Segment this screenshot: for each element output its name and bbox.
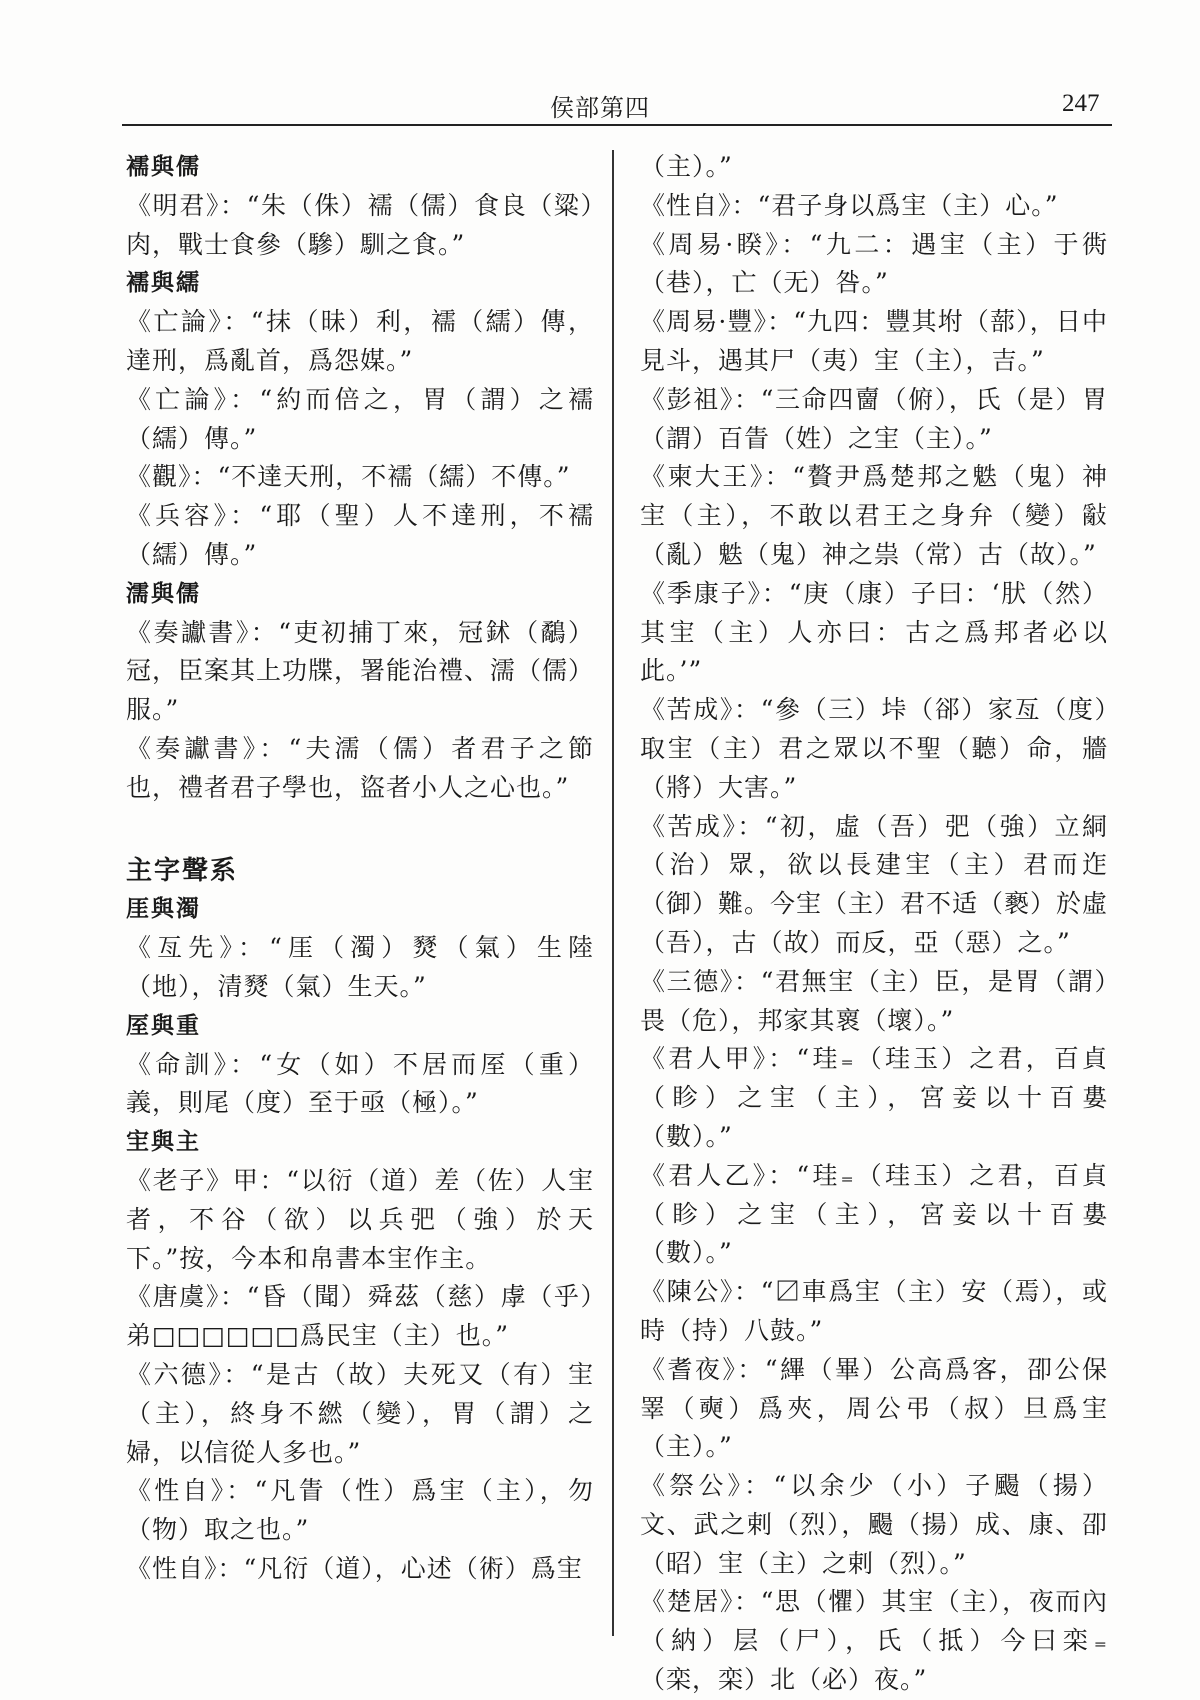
entry-heading: 濡與儒 bbox=[126, 580, 201, 607]
citation-paragraph: 《亙先》：“厓（濁）燹（氣）生陸（地），清燹（氣）生天。” bbox=[126, 933, 594, 1001]
section-title: 主字聲系 bbox=[126, 855, 239, 886]
entry-heading: 襦與儒 bbox=[126, 154, 201, 180]
header-rule bbox=[122, 124, 1112, 126]
citation-paragraph: 《君人乙》：“珪₌（珪玉）之君，百貞（眕）之宔（主），宮妾以十百婁（數）。” bbox=[640, 1160, 1108, 1268]
citation-paragraph: 《三德》：“君無宔（主）臣，是胃（謂）畏（危），邦家其褱（壞）。” bbox=[640, 966, 1108, 1035]
entry-heading: 襦與繻 bbox=[126, 270, 201, 297]
citation-paragraph: 《陳公》：“〼車爲宔（主）安（焉），或時（持）八鼓。” bbox=[640, 1277, 1108, 1345]
citation-paragraph: 《奏讞書》：“夫濡（儒）者君子之節也，禮者君子學也，盜者小人之心也。” bbox=[126, 733, 594, 802]
citation-paragraph: 《苦成》：“參（三）垰（郤）家亙（度）取宔（主）君之眾以不聖（聽）命，牆（將）大害。” bbox=[640, 695, 1108, 802]
entry-heading: 厓與濁 bbox=[126, 896, 201, 923]
citation-paragraph: 《命訓》：“女（如）不居而厔（重）義，則尾（度）至于亟（極）。” bbox=[126, 1049, 594, 1118]
citation-paragraph: 《柬大王》：“贅尹爲楚邦之䰡（鬼）神宔（主），不敢以君王之身弁（變）𢿢（亂）䰡（鬼）神之祟（常）古（故）。” bbox=[640, 462, 1108, 569]
citation-paragraph: 《性自》：“凡眚（性）爲宔（主），勿（物）取之也。” bbox=[126, 1476, 594, 1545]
running-header: 侯部第四 bbox=[550, 94, 650, 122]
citation-paragraph: 《苦成》：“初，虛（吾）弝（強）立絧（治）眾，欲以長建宔（主）君而迮（御）難。今宔（主）君不适（褻）於虛（吾），古（故）而反，亞（惡）之。” bbox=[640, 811, 1109, 957]
citation-paragraph: 《奏讞書》：“吏初捕丁來，冠鉥（鷸）冠，臣案其上功牒，署能治禮、濡（儒）服。” bbox=[126, 617, 595, 725]
left-column bbox=[126, 148, 594, 1589]
citation-paragraph: 《老子》甲：“以衍（道）差（佐）人宔者，不谷（欲）以兵弝（強）於天下。”按，今本和帛書本宔作主。 bbox=[126, 1165, 594, 1273]
right-column bbox=[640, 148, 1108, 1700]
page-number: 247 bbox=[1062, 90, 1100, 117]
citation-paragraph: 《亡論》：“約而倍之，胃（謂）之襦（繻）傳。” bbox=[126, 384, 594, 453]
citation-paragraph: 《耆夜》：“縪（畢）公高爲客，卲公保睪（奭）爲夾，周公弔（叔）旦爲宔（主）。” bbox=[640, 1354, 1108, 1462]
citation-paragraph: 《性自》：“君子身以爲宔（主）心。” bbox=[640, 190, 1059, 220]
citation-paragraph: 《唐虞》：“昏（聞）舜茲（慈）虖（乎）弟□□□□□□爲民宔（主）也。” bbox=[126, 1282, 594, 1351]
citation-paragraph: 《兵容》：“耶（聖）人不達刑，不襦（繻）傳。” bbox=[126, 501, 594, 569]
citation-paragraph: （主）。” bbox=[640, 152, 733, 181]
column-divider bbox=[612, 150, 614, 1636]
citation-paragraph: 《君人甲》：“珪₌（珪玉）之君，百貞（眕）之宔（主），宮妾以十百婁（數）。” bbox=[640, 1044, 1108, 1151]
citation-paragraph: 《季康子》：“庚（康）子曰：‘肰（然）其宔（主）人亦曰：古之爲邦者必以此。’” bbox=[640, 578, 1108, 686]
citation-paragraph: 《明君》：“朱（侏）襦（儒）食良（粱）肉，戰士食參（驂）馴之食。” bbox=[126, 190, 594, 259]
citation-paragraph: 《楚居》：“思（懼）其宔（主），夜而內（納）层（尸），氏（抵）今曰栾₌（栾，栾）北（必）夜。” bbox=[640, 1587, 1108, 1695]
citation-paragraph: 《六德》：“是古（故）夫死又（有）宔（主），終身不繎（變），胃（謂）之婦，以信從人多也。” bbox=[126, 1359, 594, 1467]
citation-paragraph: 《觀》：“不達天刑，不襦（繻）不傳。” bbox=[126, 462, 571, 492]
citation-paragraph: 《周易·豐》：“九四：豐其坿（蔀），日中見斗，遇其尸（夷）宔（主），吉。” bbox=[640, 307, 1108, 375]
citation-paragraph: 《亡論》：“抹（昧）利，襦（繻）傳，達刑，爲亂首，爲怨媒。” bbox=[126, 307, 594, 375]
citation-paragraph: 《彭祖》：“三命四夁（俯），氏（是）胃（謂）百眚（姓）之宔（主）。” bbox=[640, 384, 1108, 453]
citation-paragraph: 《性自》：“凡衍（道），心述（術）爲宔 bbox=[126, 1553, 583, 1583]
entry-heading: 宔與主 bbox=[126, 1129, 201, 1156]
citation-paragraph: 《周易·睽》：“九二：遇宔（主）于衖（巷），亡（无）咎。” bbox=[640, 229, 1108, 298]
citation-paragraph: 《祭公》：“以余少（小）子颺（揚）文、武之剌（烈），颺（揚）成、康、卲（昭）宔（主）之剌（烈）。” bbox=[640, 1471, 1108, 1578]
entry-heading: 厔與重 bbox=[126, 1012, 201, 1039]
